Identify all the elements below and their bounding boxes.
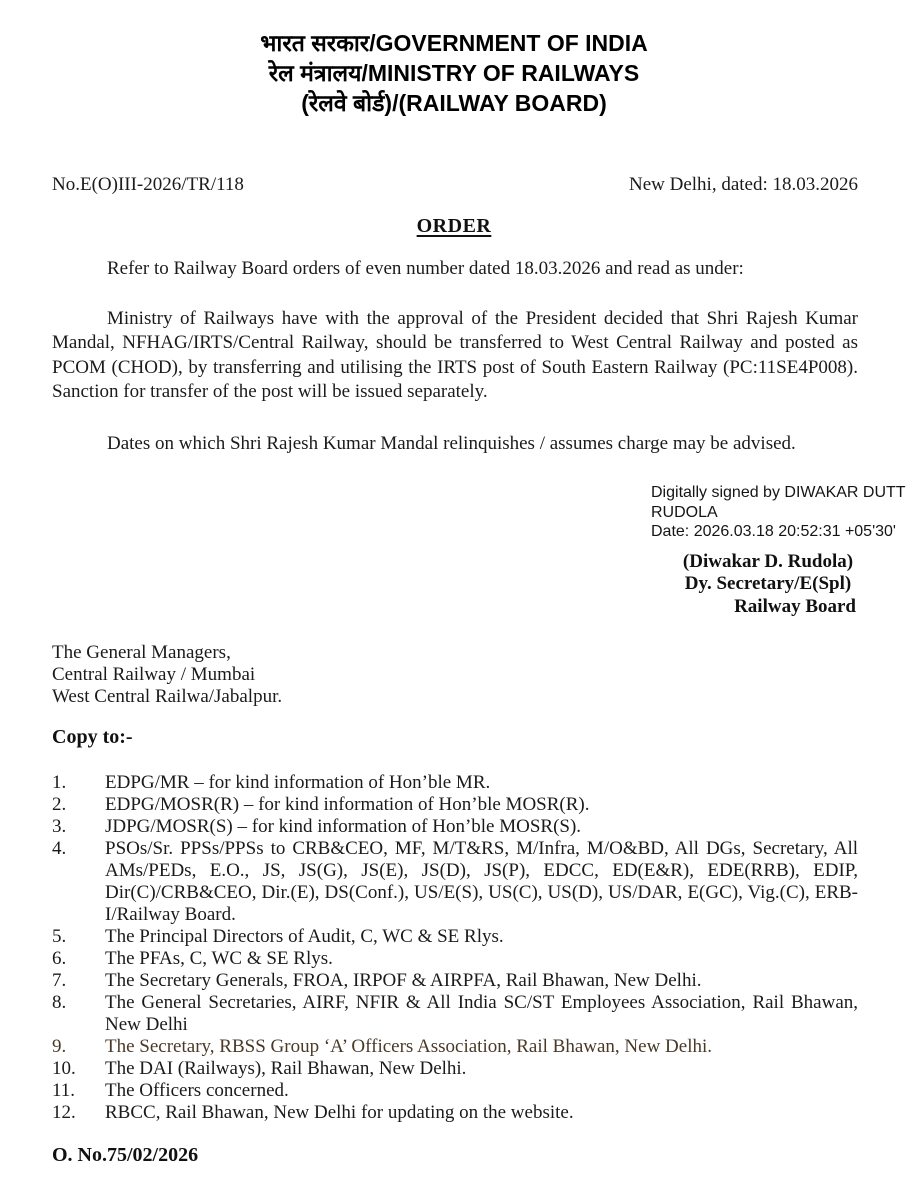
copy-item-text: The Officers concerned. [105, 1080, 289, 1101]
paragraph-transfer-order: Ministry of Railways have with the approval of the President decided that Shri Rajesh Kumar Mandal, NFHAG/IRTS/Central Railway, should be transferred to West Central Railway and posted as PCOM (CHOD), by transferring and utilising the IRTS post of South Eastern Railway (PC:11SE4P008). Sanction for transfer of the post will be issued separately. [52, 307, 858, 402]
copy-item-text: RBCC, Rail Bhawan, New Delhi for updating on the website. [105, 1102, 574, 1123]
copy-item-number: 7. [52, 970, 67, 991]
copy-item-text: The General Secretaries, AIRF, NFIR & All India SC/ST Employees Association, Rail Bhawan, New Delhi [105, 992, 858, 1035]
letterhead [0, 28, 908, 118]
letterhead-board-line: (रेलवे बोर्ड)/(RAILWAY BOARD) [301, 90, 607, 116]
addressee-line-2: Central Railway / Mumbai [52, 664, 256, 685]
digital-signature-block [651, 483, 908, 542]
copy-item-1 [52, 772, 858, 794]
copy-item-text: EDPG/MOSR(R) – for kind information of Hon’ble MOSR(R). [105, 794, 590, 815]
copy-item-6 [52, 948, 858, 970]
copy-item-5 [52, 926, 858, 948]
letterhead-ministry-line: रेल मंत्रालय/MINISTRY OF RAILWAYS [268, 60, 640, 86]
copy-item-number: 12. [52, 1102, 76, 1123]
copy-item-10 [52, 1058, 858, 1080]
copy-item-text: The DAI (Railways), Rail Bhawan, New Delhi. [105, 1058, 467, 1079]
copy-item-9 [52, 1036, 858, 1058]
copy-item-text: The Secretary, RBSS Group ‘A’ Officers Association, Rail Bhawan, New Delhi. [105, 1036, 712, 1057]
addressee-line-1: The General Managers, [52, 642, 231, 663]
copy-item-text: JDPG/MOSR(S) – for kind information of Hon’ble MOSR(S). [105, 816, 582, 837]
copy-to-list [52, 772, 858, 1124]
reference-row [52, 174, 858, 196]
order-heading [0, 214, 908, 238]
digital-signature-line-2: RUDOLA [651, 503, 718, 521]
copy-item-number: 3. [52, 816, 67, 837]
copy-item-number: 4. [52, 838, 67, 859]
copy-item-8 [52, 992, 858, 1036]
copy-item-number: 11. [52, 1080, 76, 1101]
addressee-line-3: West Central Railwa/Jabalpur. [52, 686, 283, 707]
copy-item-7 [52, 970, 858, 992]
letterhead-government-line: भारत सरकार/GOVERNMENT OF INDIA [260, 30, 648, 56]
copy-item-text: The Principal Directors of Audit, C, WC & SE Rlys. [105, 926, 504, 947]
copy-item-4 [52, 838, 858, 926]
paragraph-refer: Refer to Railway Board orders of even number dated 18.03.2026 and read as under: [107, 258, 744, 279]
copy-to-label: Copy to:- [52, 726, 133, 748]
place-date-line: New Delhi, dated: 18.03.2026 [628, 174, 858, 195]
signatory-organization: Railway Board [734, 595, 856, 617]
copy-item-2 [52, 794, 858, 816]
copy-item-3 [52, 816, 858, 838]
copy-item-11 [52, 1080, 858, 1102]
copy-item-number: 6. [52, 948, 67, 969]
file-number: No.E(O)III-2026/TR/118 [52, 174, 244, 195]
order-number: O. No.75/02/2026 [52, 1144, 199, 1166]
copy-item-text: The Secretary Generals, FROA, IRPOF & AIRPFA, Rail Bhawan, New Delhi. [105, 970, 702, 991]
copy-item-number: 9. [52, 1036, 67, 1057]
signatory-name: (Diwakar D. Rudola) [682, 550, 854, 572]
copy-item-number: 2. [52, 794, 67, 815]
copy-item-text: The PFAs, C, WC & SE Rlys. [105, 948, 333, 969]
copy-item-number: 1. [52, 772, 67, 793]
paragraph-charge-dates: Dates on which Shri Rajesh Kumar Mandal relinquishes / assumes charge may be advised. [107, 432, 796, 454]
copy-item-12 [52, 1102, 858, 1124]
order-heading-text: ORDER [416, 215, 492, 237]
digital-signature-date: Date: 2026.03.18 20:52:31 +05'30' [651, 523, 896, 540]
copy-item-text: PSOs/Sr. PPSs/PPSs to CRB&CEO, MF, M/T&RS, M/Infra, M/O&BD, All DGs, Secretary, All AMs/PEDs, E.O., JS, JS(G), JS(E), JS(D), JS(P), EDCC, ED(E&R), EDE(RRB), EDIP, Dir(C)/CRB&CEO, Dir.(E), DS(Conf.), US/E(S), US(C), US(D), US/DAR, E(GC), Vig.(C), ERB-I/Railway Board. [105, 838, 858, 925]
signatory-designation: Dy. Secretary/E(Spl) [684, 573, 852, 594]
copy-item-number: 5. [52, 926, 67, 947]
copy-item-text: EDPG/MR – for kind information of Hon’ble MR. [105, 772, 491, 793]
signatory-block [678, 551, 858, 619]
copy-item-number: 10. [52, 1058, 76, 1079]
copy-item-number: 8. [52, 992, 67, 1013]
digital-signature-line-1: Digitally signed by DIWAKAR DUTT [651, 484, 906, 501]
addressee-block [52, 642, 908, 708]
